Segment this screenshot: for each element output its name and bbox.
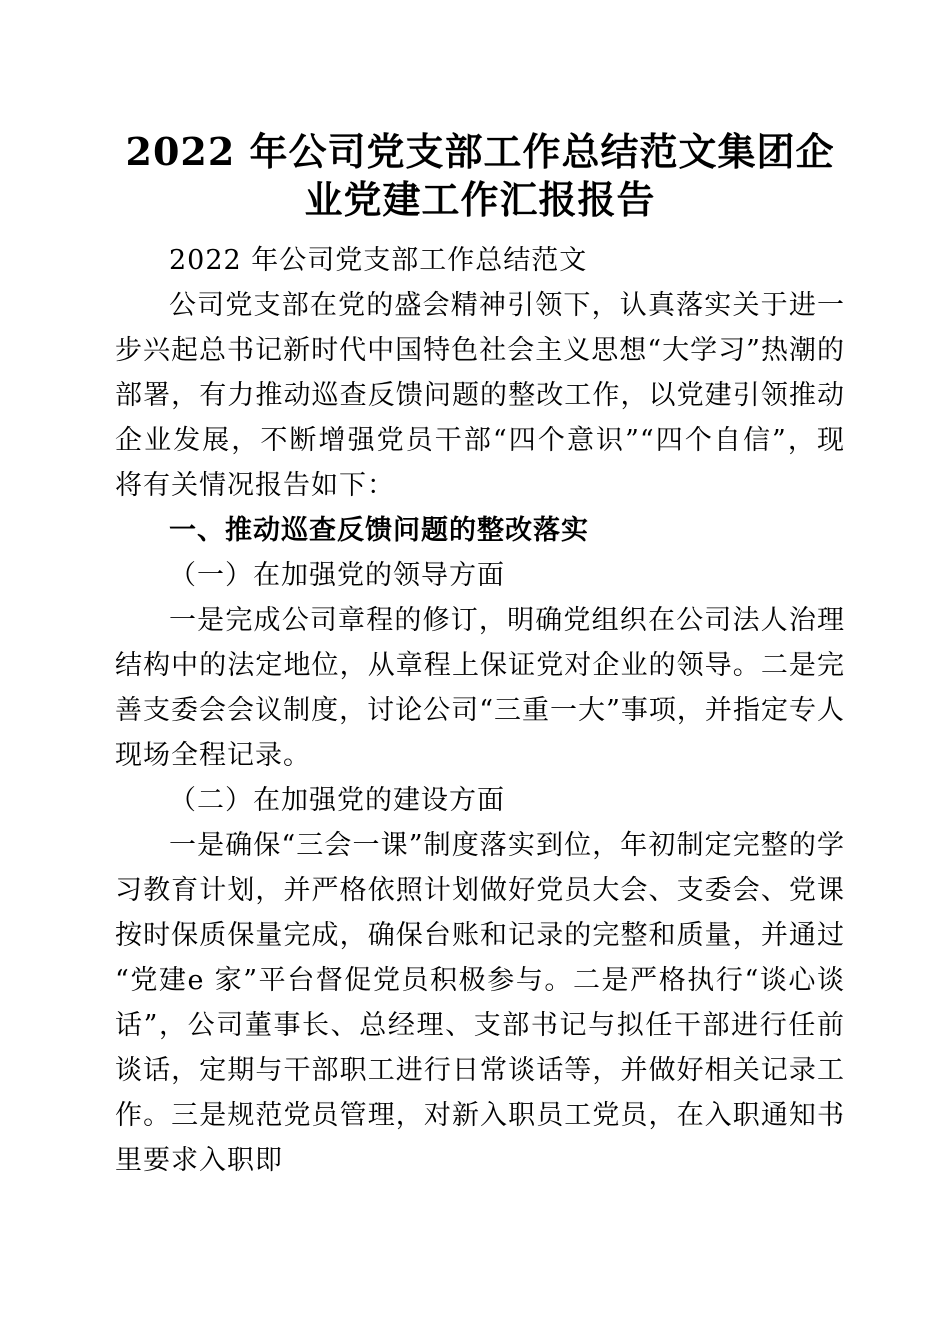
intro-paragraph: 公司党支部在党的盛会精神引领下，认真落实关于进一步兴起总书记新时代中国特色社会主义思想“大学习”热潮的部署，有力推动巡查反馈问题的整改工作，以党建引领推动企业发展，不断增强党员干部“四个意识”“四个自信”，现将有关情况报告如下： <box>115 290 845 501</box>
section-heading-1: 一、推动巡查反馈问题的整改落实 <box>169 515 589 545</box>
subsection-heading-1-2: （二）在加强党的建设方面 <box>169 785 505 816</box>
subsection-heading-1-1: （一）在加强党的领导方面 <box>169 560 505 591</box>
document-title: 2022 年公司党支部工作总结范文集团企业党建工作汇报报告 <box>125 129 835 222</box>
document-subtitle: 2022 年公司党支部工作总结范文 <box>169 245 588 276</box>
body-paragraph-1: 一是完成公司章程的修订，明确党组织在公司法人治理结构中的法定地位，从章程上保证党对企业的领导。二是完善支委会会议制度，讨论公司“三重一大”事项，并指定专人现场全程记录。 <box>115 605 845 771</box>
body-paragraph-2: 一是确保“三会一课”制度落实到位，年初制定完整的学习教育计划，并严格依照计划做好党员大会、支委会、党课按时保质保量完成，确保台账和记录的完整和质量，并通过“党建e 家”平台督促党员积极参与。二是严格执行“谈心谈话”，公司董事长、总经理、支部书记与拟任干部进行任前谈话，定期与干部职工进行日常谈话等，并做好相关记录工作。三是规范党员管理，对新入职员工党员，在入职通知书里要求入职即 <box>115 830 845 1176</box>
